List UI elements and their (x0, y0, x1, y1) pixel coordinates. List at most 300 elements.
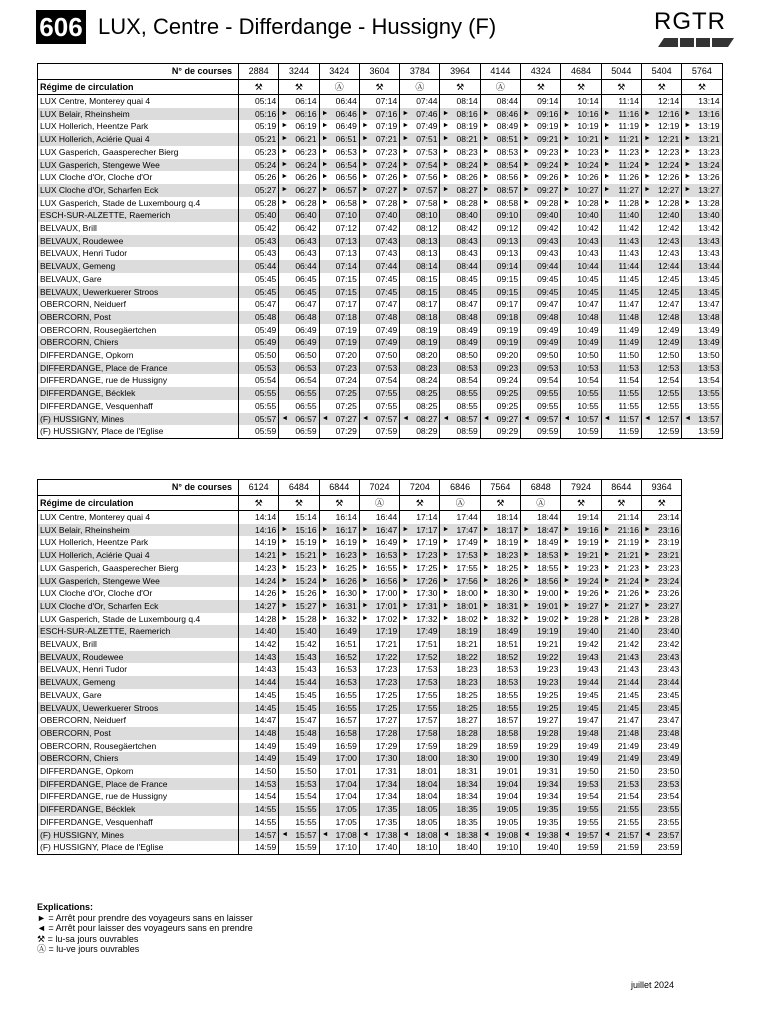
time-value: 08:13 (416, 248, 438, 259)
time-value: 16:17 (335, 524, 357, 535)
departure-time (279, 663, 319, 676)
time-value: 14:43 (255, 651, 277, 662)
time-value: 09:23 (496, 362, 519, 373)
departure-time (359, 778, 399, 791)
time-value: 13:50 (698, 350, 720, 361)
time-value: 07:21 (375, 134, 398, 145)
table-row (38, 311, 723, 324)
course-number: 3784 (400, 64, 440, 80)
regime-symbol: ⚒ (239, 80, 279, 95)
time-value: 05:53 (255, 362, 277, 373)
time-value: 18:51 (496, 639, 519, 650)
departure-time (601, 790, 641, 803)
time-value: 23:50 (657, 766, 680, 777)
departure-time (561, 247, 601, 260)
departure-time (561, 524, 601, 537)
time-value: 17:04 (335, 778, 357, 789)
board-only-arrow-icon: ► (563, 551, 571, 559)
departure-time (561, 260, 601, 273)
time-value: 15:59 (295, 842, 317, 853)
departure-time (601, 311, 641, 324)
departure-time (521, 374, 561, 387)
time-value: 19:35 (537, 804, 559, 815)
time-value: 17:49 (416, 626, 438, 637)
board-only-arrow-icon: ► (402, 160, 410, 168)
departure-time (480, 536, 520, 549)
departure-time (521, 511, 561, 524)
time-value: 11:26 (618, 172, 639, 183)
time-value: 06:58 (335, 197, 357, 208)
time-value: 18:23 (456, 677, 478, 688)
time-value: 19:27 (577, 600, 599, 611)
regime-symbol: ⚒ (561, 80, 601, 95)
regime-symbol: ⚒ (400, 496, 440, 511)
time-value: 08:24 (416, 375, 438, 386)
departure-time (239, 159, 279, 172)
departure-time (400, 108, 440, 121)
time-value: 19:19 (577, 537, 599, 548)
departure-time (561, 625, 601, 638)
course-number: 7024 (359, 480, 399, 496)
time-value: 09:20 (496, 350, 519, 361)
time-value: 17:31 (416, 600, 438, 611)
time-value: 08:44 (496, 96, 519, 106)
board-only-arrow-icon: ► (321, 563, 329, 571)
board-only-arrow-icon: ► (684, 198, 692, 206)
table-row (38, 324, 723, 337)
time-value: 13:43 (698, 235, 720, 246)
board-only-arrow-icon: ► (361, 185, 369, 193)
departure-time (601, 765, 641, 778)
time-value: 07:27 (335, 413, 357, 424)
time-value: 17:58 (416, 727, 438, 738)
time-value: 06:42 (295, 223, 317, 234)
departure-time (601, 146, 641, 159)
departure-time (319, 740, 359, 753)
departure-time (521, 133, 561, 146)
departure-time (359, 689, 399, 702)
stop-name: DIFFERDANGE, Bécklek (38, 387, 239, 400)
timetable-afternoon (37, 479, 682, 855)
time-value: 08:20 (416, 350, 438, 361)
time-value: 19:48 (577, 727, 599, 738)
departure-time (682, 286, 722, 299)
board-only-arrow-icon: ► (482, 198, 490, 206)
time-value: 21:24 (617, 575, 639, 586)
departure-time (279, 562, 319, 575)
departure-time (601, 727, 641, 740)
time-value: 23:43 (657, 651, 680, 662)
board-only-arrow-icon: ► (482, 109, 490, 117)
board-only-arrow-icon: ► (361, 122, 369, 130)
departure-time (319, 349, 359, 362)
departure-time (319, 778, 359, 791)
departure-time (440, 209, 480, 222)
departure-time (521, 625, 561, 638)
departure-time (480, 752, 520, 765)
alight-only-arrow-icon: ◄ (643, 830, 651, 838)
departure-time (279, 95, 319, 108)
departure-time (400, 727, 440, 740)
time-value: 16:19 (335, 537, 357, 548)
stop-name: LUX Cloche d'Or, Scharfen Eck (38, 184, 239, 197)
departure-time (601, 536, 641, 549)
time-value: 10:23 (577, 146, 599, 157)
departure-time (440, 413, 480, 426)
time-value: 18:00 (416, 753, 438, 764)
time-value: 09:55 (537, 400, 559, 411)
departure-time (641, 146, 681, 159)
board-only-arrow-icon: ► (523, 525, 531, 533)
board-only-arrow-icon: ► (361, 538, 369, 546)
departure-time (641, 676, 681, 689)
time-value: 14:45 (255, 702, 277, 713)
time-value: 06:16 (295, 108, 317, 119)
time-value: 19:55 (577, 816, 599, 827)
time-value: 19:26 (577, 588, 599, 599)
departure-time (239, 752, 279, 765)
regime-symbol: ⚒ (239, 496, 279, 511)
departure-time (359, 95, 399, 108)
table-row (38, 171, 723, 184)
departure-time (561, 676, 601, 689)
time-value: 19:53 (577, 778, 599, 789)
time-value: 23:42 (657, 639, 680, 650)
departure-time (480, 714, 520, 727)
time-value: 16:51 (335, 639, 357, 650)
departure-time (279, 790, 319, 803)
regime-symbol: Ⓐ (319, 80, 359, 95)
time-value: 12:21 (657, 134, 680, 145)
departure-time (359, 235, 399, 248)
table-row (38, 536, 682, 549)
table-row (38, 387, 723, 400)
time-value: 19:23 (537, 664, 559, 675)
board-only-arrow-icon: ► (603, 614, 611, 622)
board-only-arrow-icon: ► (643, 160, 651, 168)
time-value: 13:21 (698, 134, 720, 145)
departure-time (641, 95, 681, 108)
time-value: 08:29 (416, 426, 438, 437)
legend-title: Explications: (37, 902, 94, 912)
board-only-arrow-icon: ► (281, 576, 289, 584)
table-row (38, 511, 682, 524)
departure-time (279, 841, 319, 854)
time-value: 15:49 (295, 740, 317, 751)
departure-time (359, 638, 399, 651)
departure-time (279, 625, 319, 638)
departure-time (601, 209, 641, 222)
time-value: 10:42 (577, 223, 599, 234)
departure-time (239, 235, 279, 248)
departure-time (279, 311, 319, 324)
time-value: 21:57 (617, 829, 639, 840)
stop-name: LUX Gasperich, Gaasperecher Bierg (38, 562, 239, 575)
time-value: 21:43 (617, 651, 639, 662)
stop-name: DIFFERDANGE, Bécklek (38, 803, 239, 816)
board-only-arrow-icon: ► (442, 551, 450, 559)
time-value: 14:14 (255, 512, 277, 522)
departure-time (440, 536, 480, 549)
board-only-arrow-icon: ► (482, 601, 490, 609)
board-only-arrow-icon: ► (482, 160, 490, 168)
departure-time (601, 247, 641, 260)
time-value: 08:15 (416, 286, 438, 297)
stop-name: (F) HUSSIGNY, Mines (38, 413, 239, 426)
table-row (38, 803, 682, 816)
departure-time (359, 298, 399, 311)
time-value: 06:19 (295, 121, 317, 132)
stop-name: (F) HUSSIGNY, Mines (38, 829, 239, 842)
departure-time (400, 120, 440, 133)
departure-time (279, 816, 319, 829)
departure-time (359, 286, 399, 299)
departure-time (440, 651, 480, 664)
board-only-arrow-icon: ► (321, 147, 329, 155)
board-only-arrow-icon: ► (442, 525, 450, 533)
departure-time (400, 841, 440, 854)
board-only-arrow-icon: ► (442, 601, 450, 609)
board-only-arrow-icon: ► (523, 109, 531, 117)
board-only-arrow-icon: ► (684, 173, 692, 181)
time-value: 21:28 (617, 613, 639, 624)
board-only-arrow-icon: ► (603, 525, 611, 533)
time-value: 06:51 (335, 134, 357, 145)
departure-time (561, 273, 601, 286)
departure-time (319, 511, 359, 524)
time-value: 19:14 (577, 512, 599, 522)
time-value: 06:43 (295, 235, 317, 246)
time-value: 21:27 (617, 600, 639, 611)
time-value: 16:23 (335, 550, 357, 561)
time-value: 16:57 (335, 715, 357, 726)
departure-time (359, 765, 399, 778)
time-value: 19:45 (577, 689, 599, 700)
departure-time (641, 638, 681, 651)
departure-time (601, 260, 641, 273)
time-value: 18:30 (456, 753, 478, 764)
table-row (38, 752, 682, 765)
time-value: 07:12 (335, 223, 357, 234)
course-number: 6484 (279, 480, 319, 496)
table-row (38, 298, 723, 311)
time-value: 13:23 (698, 146, 720, 157)
board-only-arrow-icon: ► (563, 563, 571, 571)
board-only-arrow-icon: ► (321, 614, 329, 622)
route-number-badge: 606 (36, 10, 86, 44)
board-only-arrow-icon: ► (643, 576, 651, 584)
board-only-arrow-icon: ► (321, 576, 329, 584)
departure-time (521, 324, 561, 337)
time-value: 19:28 (577, 613, 599, 624)
departure-time (561, 702, 601, 715)
board-only-arrow-icon: ► (321, 160, 329, 168)
time-value: 06:55 (295, 400, 317, 411)
time-value: 07:13 (335, 248, 357, 259)
alight-only-arrow-icon: ◄ (442, 414, 450, 422)
time-value: 21:47 (617, 715, 639, 726)
time-value: 05:45 (255, 273, 277, 284)
departure-time (239, 413, 279, 426)
time-value: 08:53 (456, 362, 478, 373)
board-only-arrow-icon: ► (361, 525, 369, 533)
departure-time (239, 841, 279, 854)
time-value: 06:59 (295, 426, 317, 437)
board-only-arrow-icon: ► (563, 109, 571, 117)
time-value: 06:49 (295, 324, 317, 335)
time-value: 17:17 (416, 524, 438, 535)
stop-name: BELVAUX, Uewerkuerer Stroos (38, 702, 239, 715)
time-value: 23:45 (657, 689, 680, 700)
time-value: 06:23 (295, 146, 317, 157)
board-only-arrow-icon: ► (281, 589, 289, 597)
departure-time (682, 146, 722, 159)
time-value: 06:46 (335, 108, 357, 119)
time-value: 09:21 (537, 134, 559, 145)
board-only-arrow-icon: ► (442, 147, 450, 155)
time-value: 08:58 (496, 197, 519, 208)
departure-time (480, 829, 520, 842)
board-only-arrow-icon: ► (402, 198, 410, 206)
departure-time (239, 336, 279, 349)
board-only-arrow-icon: ► (442, 563, 450, 571)
time-value: 11:57 (618, 413, 639, 424)
board-only-arrow-icon: ► (321, 601, 329, 609)
departure-time (440, 575, 480, 588)
board-only-arrow-icon: ► (603, 563, 611, 571)
board-only-arrow-icon: ► (442, 122, 450, 130)
board-only-arrow-icon: ► (523, 551, 531, 559)
departure-time (480, 247, 520, 260)
board-only-arrow-icon: ► (643, 525, 651, 533)
time-value: 23:40 (657, 626, 680, 637)
board-only-arrow-icon: ► (643, 109, 651, 117)
stop-name: LUX Cloche d'Or, Cloche d'Or (38, 587, 239, 600)
time-value: 17:21 (375, 639, 398, 650)
departure-time (440, 324, 480, 337)
time-value: 13:44 (698, 261, 720, 272)
time-value: 07:16 (375, 108, 398, 119)
time-value: 17:55 (416, 689, 438, 700)
departure-time (641, 159, 681, 172)
departure-time (561, 803, 601, 816)
logo-text: RGTR (654, 8, 726, 35)
board-only-arrow-icon: ► (281, 538, 289, 546)
time-value: 12:50 (657, 350, 680, 361)
time-value: 17:00 (335, 753, 357, 764)
time-value: 19:01 (537, 600, 559, 611)
time-value: 06:53 (295, 362, 317, 373)
stop-name: BELVAUX, Brill (38, 638, 239, 651)
time-value: 19:50 (577, 766, 599, 777)
departure-time (480, 324, 520, 337)
time-value: 18:32 (496, 613, 519, 624)
time-value: 14:55 (255, 804, 277, 815)
departure-time (359, 536, 399, 549)
departure-time (319, 600, 359, 613)
departure-time (319, 159, 359, 172)
time-value: 17:28 (375, 727, 398, 738)
departure-time (359, 790, 399, 803)
time-value: 18:59 (496, 740, 519, 751)
time-value: 08:49 (456, 337, 478, 348)
time-value: 06:57 (295, 413, 317, 424)
time-value: 15:55 (295, 804, 317, 815)
time-value: 13:48 (698, 311, 720, 322)
departure-time (601, 374, 641, 387)
departure-time (400, 778, 440, 791)
departure-time (239, 273, 279, 286)
board-only-arrow-icon: ► (603, 198, 611, 206)
time-value: 12:49 (657, 324, 680, 335)
time-value: 18:29 (456, 740, 478, 751)
page-header (36, 8, 736, 48)
bus-stripe-icon (658, 38, 734, 47)
alight-only-arrow-icon: ◄ (402, 414, 410, 422)
stop-name: BELVAUX, Henri Tudor (38, 247, 239, 260)
time-value: 11:55 (618, 400, 639, 411)
departure-time (359, 740, 399, 753)
stop-name: LUX Hollerich, Aciérie Quai 4 (38, 133, 239, 146)
departure-time (561, 298, 601, 311)
time-value: 07:43 (375, 235, 398, 246)
departure-time (400, 311, 440, 324)
stop-name: OBERCORN, Rousegäertchen (38, 324, 239, 337)
departure-time (521, 841, 561, 854)
board-only-arrow-icon: ► (523, 601, 531, 609)
departure-time (239, 387, 279, 400)
time-value: 06:47 (295, 299, 317, 310)
departure-time (400, 524, 440, 537)
departure-time (359, 413, 399, 426)
departure-time (319, 829, 359, 842)
departure-time (601, 587, 641, 600)
departure-time (400, 676, 440, 689)
board-only-arrow-icon: ► (523, 563, 531, 571)
time-value: 18:27 (456, 715, 478, 726)
departure-time (279, 702, 319, 715)
departure-time (279, 400, 319, 413)
time-value: 19:25 (537, 702, 559, 713)
departure-time (601, 778, 641, 791)
time-value: 17:38 (375, 829, 398, 840)
departure-time (279, 689, 319, 702)
departure-time (521, 816, 561, 829)
time-value: 09:26 (537, 172, 559, 183)
departure-time (239, 108, 279, 121)
departure-time (239, 765, 279, 778)
departure-time (279, 209, 319, 222)
board-only-arrow-icon: ► (321, 185, 329, 193)
board-only-arrow-icon: ► (442, 614, 450, 622)
time-value: 08:10 (416, 210, 438, 221)
table-row (38, 425, 723, 438)
time-value: 12:45 (657, 286, 680, 297)
departure-time (239, 816, 279, 829)
departure-time (601, 803, 641, 816)
table-row (38, 575, 682, 588)
time-value: 06:44 (295, 261, 317, 272)
time-value: 19:24 (577, 575, 599, 586)
stop-name: LUX Centre, Monterey quai 4 (38, 511, 239, 524)
time-value: 19:02 (537, 613, 559, 624)
departure-time (521, 575, 561, 588)
time-value: 08:55 (456, 388, 478, 399)
departure-time (239, 689, 279, 702)
course-number: 7204 (400, 480, 440, 496)
time-value: 13:45 (698, 286, 720, 297)
time-value: 16:49 (335, 626, 357, 637)
